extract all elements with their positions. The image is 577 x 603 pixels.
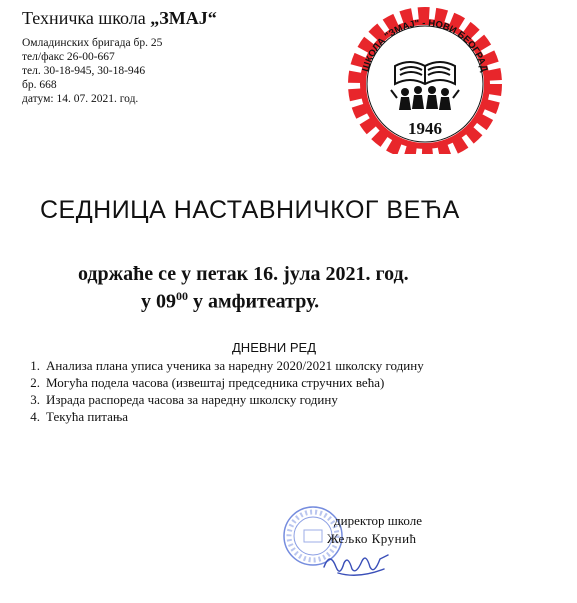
meeting-time-prefix: у 09: [141, 290, 176, 313]
document-number: бр. 668: [22, 79, 57, 91]
agenda-item-text: Израда распореда часова за наредну школску годину: [46, 392, 338, 407]
agenda-item-number: 2.: [30, 375, 40, 390]
school-address: Омладинских бригада бр. 25: [22, 37, 163, 49]
signatory-role: директор школе: [334, 513, 422, 528]
school-name: [22, 8, 217, 29]
document-date: датум: 14. 07. 2021. год.: [22, 93, 139, 105]
logo-ring-text: ШКОЛА "ЗМАЈ" - НОВИ БЕОГРАД: [360, 17, 490, 74]
agenda-item: [22, 358, 424, 375]
agenda-item-text: Могућа подела часова (извештај председника стручних већа): [46, 375, 385, 390]
signatory-name: Жељко Крунић: [327, 531, 417, 546]
agenda-item-text: Анализа плана уписа ученика за наредну 2020/2021 школску годину: [46, 358, 424, 373]
meeting-place: у амфитеатру.: [188, 290, 320, 313]
school-prefix: Техничка школа: [22, 8, 151, 28]
meeting-date: одржаће се у петак 16. јула 2021. год.: [78, 263, 409, 285]
school-telfax: тел/факс 26-00-667: [22, 51, 115, 63]
book-icon: [395, 62, 455, 84]
agenda-item: [22, 375, 424, 392]
meeting-time-place: [141, 289, 319, 314]
meeting-time-minutes: 00: [176, 289, 188, 303]
school-phones: тел. 30-18-945, 30-18-946: [22, 65, 146, 77]
logo-year: 1946: [408, 119, 442, 138]
handwritten-signature: [318, 545, 398, 585]
agenda-item-number: 3.: [30, 392, 40, 407]
school-logo: [345, 6, 505, 154]
page-title: СЕДНИЦА НАСТАВНИЧКОГ ВЕЋА: [40, 196, 460, 224]
agenda-item-text: Текућа питања: [46, 409, 129, 424]
agenda-item-number: 4.: [30, 409, 40, 424]
agenda-item: [22, 409, 424, 426]
agenda-item-number: 1.: [30, 358, 40, 373]
agenda-heading: ДНЕВНИ РЕД: [232, 340, 317, 355]
school-name-bold: „ЗМАЈ“: [150, 8, 217, 28]
agenda-list: [22, 358, 424, 426]
agenda-item: [22, 392, 424, 409]
